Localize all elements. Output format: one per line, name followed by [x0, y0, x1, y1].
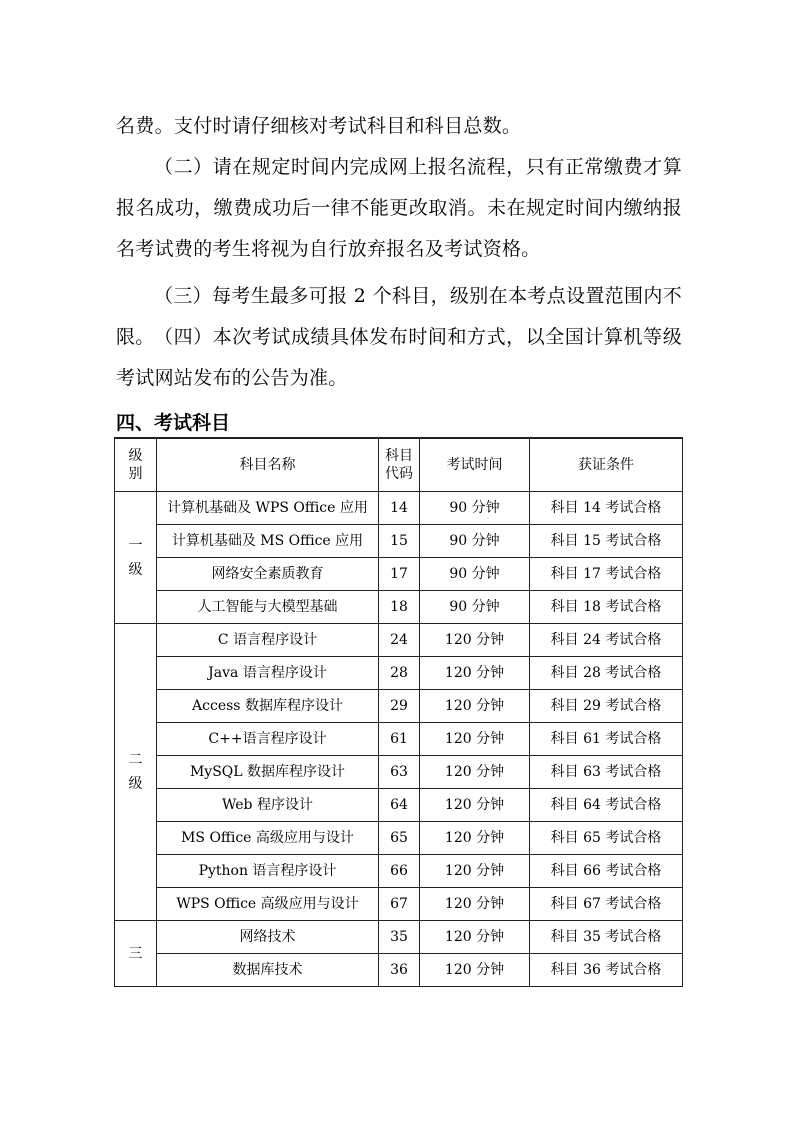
certificate-condition-cell: 科目 67 考试合格 [530, 888, 683, 921]
subject-code-cell: 36 [379, 954, 420, 987]
certificate-condition-cell: 科目 35 考试合格 [530, 921, 683, 954]
subject-name-cell: MySQL 数据库程序设计 [157, 756, 379, 789]
subject-name-cell: Java 语言程序设计 [157, 657, 379, 690]
certificate-condition-cell: 科目 24 考试合格 [530, 624, 683, 657]
exam-time-cell: 120 分钟 [420, 822, 530, 855]
subject-name-cell: 计算机基础及 MS Office 应用 [157, 525, 379, 558]
certificate-condition-cell: 科目 63 考试合格 [530, 756, 683, 789]
certificate-condition-cell: 科目 29 考试合格 [530, 690, 683, 723]
exam-time-cell: 120 分钟 [420, 921, 530, 954]
subject-name-cell: 计算机基础及 WPS Office 应用 [157, 492, 379, 525]
table-row [115, 822, 683, 855]
exam-time-cell: 120 分钟 [420, 624, 530, 657]
subject-name-cell: Access 数据库程序设计 [157, 690, 379, 723]
table-row [115, 723, 683, 756]
level-cell: 三 [115, 921, 157, 987]
exam-time-cell: 120 分钟 [420, 690, 530, 723]
certificate-condition-cell: 科目 65 考试合格 [530, 822, 683, 855]
subject-name-cell: C 语言程序设计 [157, 624, 379, 657]
table-row [115, 492, 683, 525]
subject-code-cell: 65 [379, 822, 420, 855]
subject-code-cell: 18 [379, 591, 420, 624]
table-row [115, 855, 683, 888]
exam-time-cell: 120 分钟 [420, 954, 530, 987]
certificate-condition-cell: 科目 64 考试合格 [530, 789, 683, 822]
subject-name-cell: 人工智能与大模型基础 [157, 591, 379, 624]
certificate-condition-cell: 科目 14 考试合格 [530, 492, 683, 525]
subject-name-cell: Web 程序设计 [157, 789, 379, 822]
subject-code-cell: 61 [379, 723, 420, 756]
exam-time-cell: 120 分钟 [420, 888, 530, 921]
table-row [115, 789, 683, 822]
subject-code-cell: 17 [379, 558, 420, 591]
exam-time-cell: 120 分钟 [420, 756, 530, 789]
subject-code-cell: 66 [379, 855, 420, 888]
table-row [115, 954, 683, 987]
table-row [115, 558, 683, 591]
header-level: 级 别 [115, 438, 157, 492]
certificate-condition-cell: 科目 36 考试合格 [530, 954, 683, 987]
paragraph-fee-note: 名费。支付时请仔细核对考试科目和科目总数。 [116, 115, 522, 137]
certificate-condition-cell: 科目 61 考试合格 [530, 723, 683, 756]
subject-code-cell: 28 [379, 657, 420, 690]
subject-name-cell: 网络安全素质教育 [157, 558, 379, 591]
table-row [115, 591, 683, 624]
subject-name-cell: MS Office 高级应用与设计 [157, 822, 379, 855]
header-subject-name: 科目名称 [157, 438, 379, 492]
table-row [115, 756, 683, 789]
exam-time-cell: 120 分钟 [420, 723, 530, 756]
subject-name-cell: C++语言程序设计 [157, 723, 379, 756]
subject-code-cell: 14 [379, 492, 420, 525]
subject-code-cell: 29 [379, 690, 420, 723]
header-subject-code: 科目 代码 [379, 438, 420, 492]
paragraph-results-publication: （四）本次考试成绩具体发布时间和方式，以全国计算机等级考试网站发布的公告为准。 [116, 326, 682, 389]
certificate-condition-cell: 科目 15 考试合格 [530, 525, 683, 558]
section-heading-exam-subjects: 四、考试科目 [116, 412, 231, 434]
subject-name-cell: Python 语言程序设计 [157, 855, 379, 888]
subject-code-cell: 64 [379, 789, 420, 822]
subject-name-cell: 网络技术 [157, 921, 379, 954]
subject-name-cell: WPS Office 高级应用与设计 [157, 888, 379, 921]
exam-time-cell: 120 分钟 [420, 855, 530, 888]
paragraph-subject-limit: （三）每考生最多可报 2 个科目，级别在本考点设置范围内不限。 [116, 285, 682, 348]
table-header-row [115, 438, 683, 492]
table-body [115, 492, 683, 987]
header-exam-time: 考试时间 [420, 438, 530, 492]
certificate-condition-cell: 科目 17 考试合格 [530, 558, 683, 591]
level-cell: 一 级 [115, 492, 157, 624]
subject-name-cell: 数据库技术 [157, 954, 379, 987]
subject-code-cell: 67 [379, 888, 420, 921]
table-row [115, 657, 683, 690]
subject-code-cell: 63 [379, 756, 420, 789]
subject-code-cell: 15 [379, 525, 420, 558]
header-certificate-condition: 获证条件 [530, 438, 683, 492]
exam-subjects-table [114, 437, 683, 987]
exam-time-cell: 120 分钟 [420, 657, 530, 690]
table-row [115, 888, 683, 921]
exam-time-cell: 90 分钟 [420, 558, 530, 591]
table-row [115, 690, 683, 723]
subject-code-cell: 35 [379, 921, 420, 954]
subject-code-cell: 24 [379, 624, 420, 657]
table-row [115, 624, 683, 657]
paragraph-registration-process: （二）请在规定时间内完成网上报名流程，只有正常缴费才算报名成功，缴费成功后一律不能更改取消。未在规定时间内缴纳报名考试费的考生将视为自行放弃报名及考试资格。 [116, 156, 682, 260]
exam-time-cell: 90 分钟 [420, 591, 530, 624]
level-cell: 二 级 [115, 624, 157, 921]
table-row [115, 921, 683, 954]
exam-time-cell: 90 分钟 [420, 525, 530, 558]
certificate-condition-cell: 科目 28 考试合格 [530, 657, 683, 690]
exam-time-cell: 120 分钟 [420, 789, 530, 822]
table-row [115, 525, 683, 558]
certificate-condition-cell: 科目 66 考试合格 [530, 855, 683, 888]
certificate-condition-cell: 科目 18 考试合格 [530, 591, 683, 624]
exam-time-cell: 90 分钟 [420, 492, 530, 525]
